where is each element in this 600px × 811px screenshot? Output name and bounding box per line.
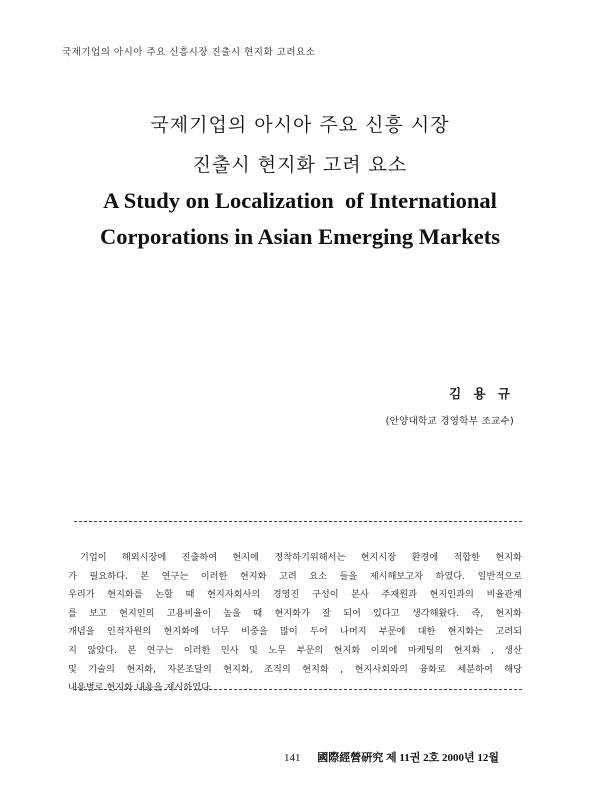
- running-header: 국제기업의 아시아 주요 신흥시장 진출시 현지화 고려요소: [62, 47, 316, 58]
- author-affiliation: (안양대학교 경영학부 조교수): [385, 416, 514, 427]
- journal-citation: 國際經營硏究 제 11권 2호 2000년 12월: [317, 752, 500, 764]
- abstract-bottom-divider: [74, 689, 522, 690]
- abstract-line: 내용별로 현지화 내용을 제시하였다: [68, 682, 210, 694]
- abstract: [68, 549, 522, 698]
- abstract-line: 가 필요하다. 본 연구는 이러한 현지화 고려 요소 들을 제시해보고자 하였다. 일반적으로: [68, 570, 522, 582]
- page-number: 141: [284, 752, 301, 764]
- abstract-line: 우리가 현지화를 논할 때 현지자회사의 경영진 구성이 본사 주재원과 현지인과의 비율관계: [68, 589, 522, 601]
- abstract-line: 기업이 해외시장에 진출하여 현지에 정착하기위해서는 현지시장 환경에 적합한 현지화: [80, 552, 522, 563]
- abstract-line: 및 기술의 현지화, 자본조달의 현지화, 조직의 현지화 , 현지사회와의 융화로 세분하여 해당: [68, 663, 522, 675]
- english-title-line-2: Corporations in Asian Emerging Markets: [99, 224, 500, 249]
- abstract-line: 개념을 인적자원의 현지화에 너무 비중을 많이 두어 나머지 부문에 대한 현지화는 고려되: [68, 626, 522, 638]
- abstract-line: 를 보고 현지인의 고용비율이 높을 때 현지화가 잘 되어 있다고 생각해왔다. 즉, 현지화: [68, 607, 522, 619]
- abstract-top-divider: [74, 521, 522, 522]
- title-block: [0, 112, 600, 252]
- author-name: 김 용 규: [449, 386, 514, 401]
- korean-title-line-1: 국제기업의 아시아 주요 신흥 시장: [150, 114, 450, 136]
- korean-title-line-2: 진출시 현지화 고려 요소: [192, 154, 408, 176]
- english-title-line-1: A Study on Localization of International: [103, 188, 497, 213]
- abstract-line: 지 않았다. 본 연구는 이러한 인사 및 노무 부문의 현지화 이외에 마케팅의 현지화 , 생산: [68, 644, 522, 656]
- page-footer: [284, 749, 499, 765]
